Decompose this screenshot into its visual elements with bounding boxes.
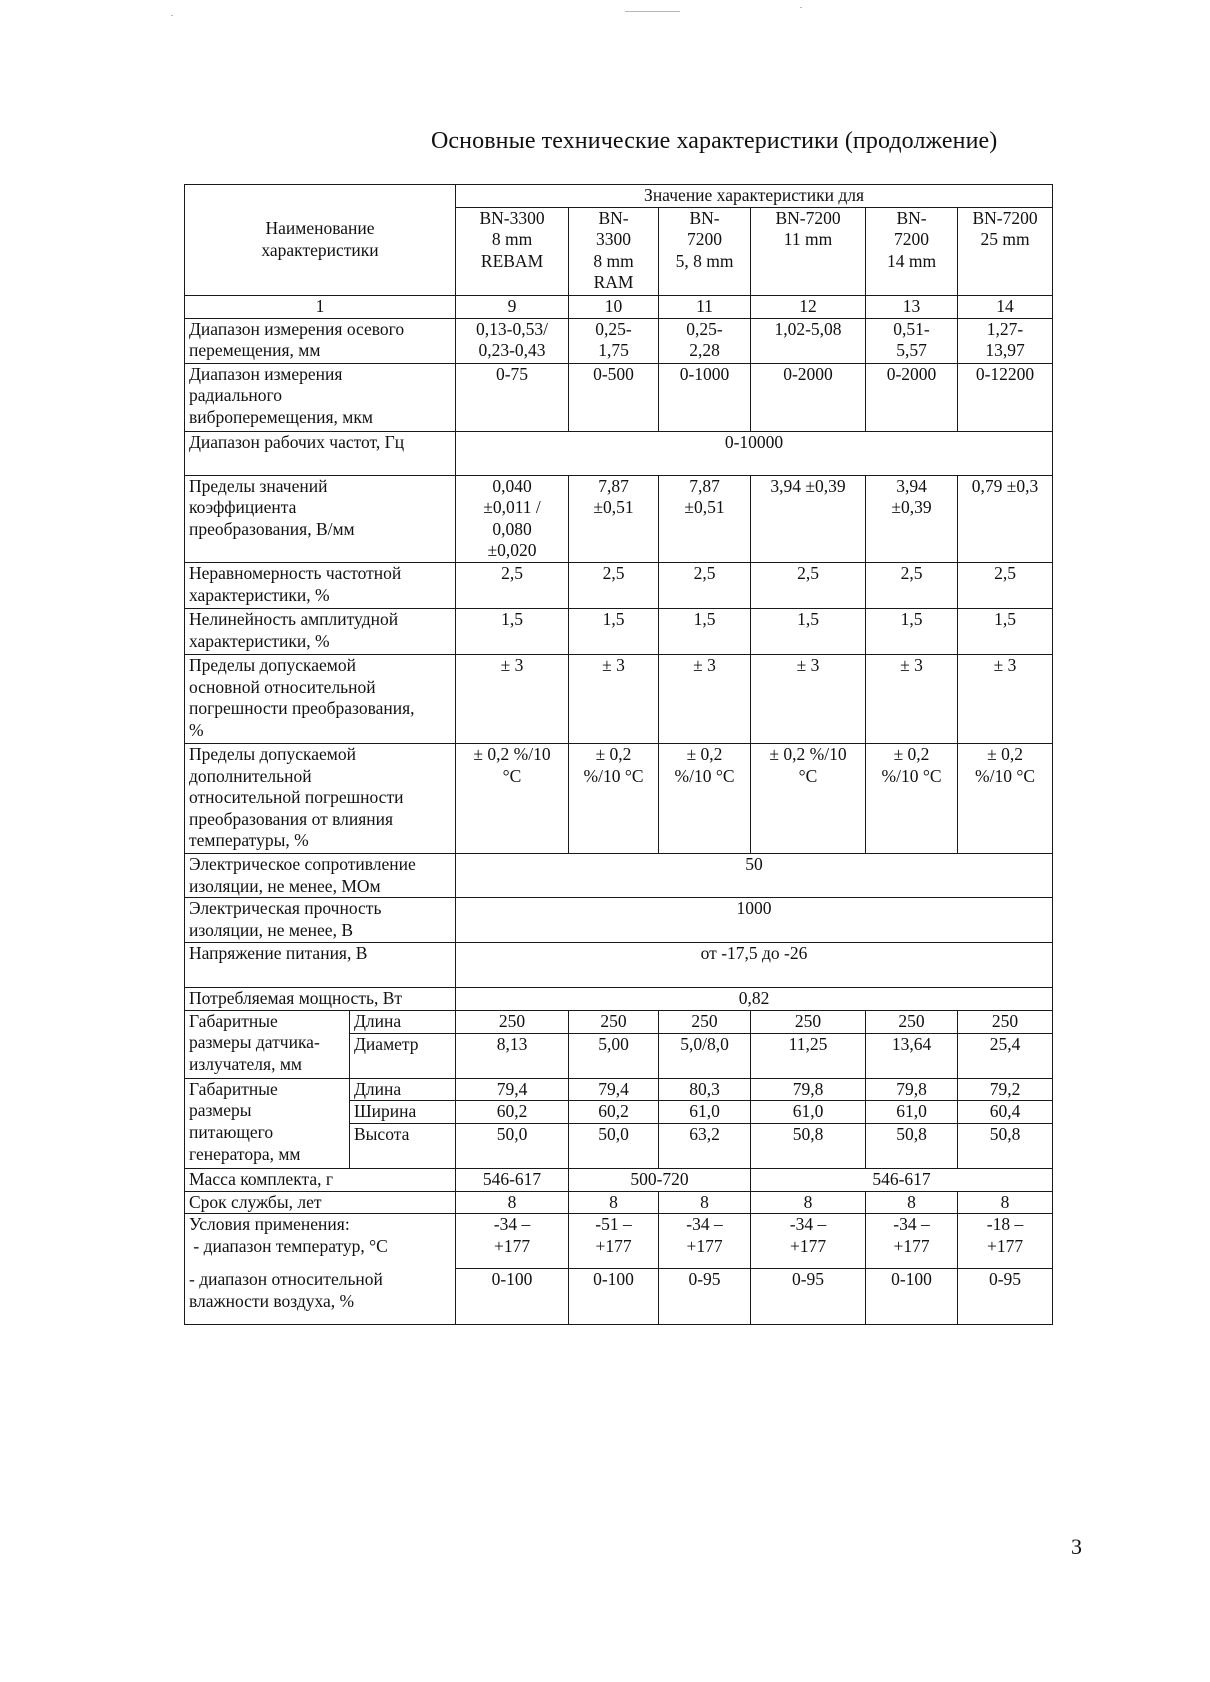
value-cell: -34 – +177 [866,1214,958,1269]
row-kit-mass [185,1168,1053,1191]
merged-value-cell: 50 [456,853,1053,897]
value-cell: 5,00 [569,1033,659,1078]
value-cell: 8 [456,1191,569,1214]
row-label: Пределы допускаемой дополнительной относительной погрешности преобразования от влияния температуры, % [185,743,456,853]
model-header: BN- 3300 8 mm RAM [569,207,659,295]
value-cell: 0,51- 5,57 [866,318,958,363]
row-basic-error [185,654,1053,743]
value-cell: 1,5 [659,608,751,654]
value-cell: 0-95 [958,1269,1053,1325]
row-label: Пределы значений коэффициента преобразования, В/мм [185,475,456,562]
header-group-label: Значение характеристики для [456,185,1053,208]
value-cell: 8 [751,1191,866,1214]
column-number: 11 [659,295,751,318]
value-cell: ± 3 [866,654,958,743]
row-label: Потребляемая мощность, Вт [185,988,456,1011]
value-cell: 1,5 [866,608,958,654]
scan-artifact [800,7,802,8]
value-cell: 250 [751,1010,866,1033]
value-cell: 61,0 [751,1101,866,1124]
row-label: Габаритные размеры питающего генератора, мм [185,1078,350,1168]
sub-label: Высота [350,1123,456,1168]
value-cell: 1,5 [751,608,866,654]
model-header: BN- 7200 14 mm [866,207,958,295]
value-cell: -34 – +177 [751,1214,866,1269]
value-cell: 250 [456,1010,569,1033]
merged-value-cell: 0,82 [456,988,1053,1011]
model-header: BN- 7200 5, 8 mm [659,207,751,295]
value-cell: 2,5 [866,562,958,608]
value-cell: 2,5 [569,562,659,608]
header-name-line: характеристики [261,239,379,260]
value-cell: ± 0,2 %/10 °С [958,743,1053,853]
value-cell: 1,02-5,08 [751,318,866,363]
value-cell: 250 [958,1010,1053,1033]
value-cell: 5,0/8,0 [659,1033,751,1078]
value-cell: 79,4 [569,1078,659,1101]
spec-table [184,184,1053,1325]
value-cell: 1,5 [569,608,659,654]
value-cell: 0,79 ±0,3 [958,475,1053,562]
value-cell: 0,040 ±0,011 / 0,080 ±0,020 [456,475,569,562]
row-label: Срок службы, лет [185,1191,456,1214]
row-label: Нелинейность амплитудной характеристики, % [185,608,456,654]
row-label: Условия применения: - диапазон температур, °С - диапазон относительной влажности воздуха, % [185,1214,456,1325]
value-cell: ± 0,2 %/10 °С [751,743,866,853]
value-cell: 11,25 [751,1033,866,1078]
value-cell: 2,5 [659,562,751,608]
value-cell: 0-500 [569,363,659,431]
row-label: Неравномерность частотной характеристики, % [185,562,456,608]
row-label: Диапазон измерения радиального виброперемещения, мкм [185,363,456,431]
header-name-cell [185,185,456,296]
value-cell: 60,4 [958,1101,1053,1124]
row-label: Диапазон рабочих частот, Гц [185,431,456,475]
value-cell: ± 3 [456,654,569,743]
value-cell: 1,27- 13,97 [958,318,1053,363]
value-cell: 0-95 [751,1269,866,1325]
value-cell: ± 0,2 %/10 °С [866,743,958,853]
value-cell: 79,8 [866,1078,958,1101]
column-number: 9 [456,295,569,318]
value-cell: 60,2 [569,1101,659,1124]
merged-value-cell: 546-617 [751,1168,1053,1191]
column-number: 10 [569,295,659,318]
model-header: BN-7200 25 mm [958,207,1053,295]
value-cell: 0-2000 [866,363,958,431]
column-number: 12 [751,295,866,318]
row-generator-length [185,1078,1053,1101]
value-cell: 25,4 [958,1033,1053,1078]
header-name-line: Наименование [265,218,375,239]
row-frequency-nonuniformity [185,562,1053,608]
value-cell: 50,0 [569,1123,659,1168]
row-insulation-strength [185,898,1053,943]
sub-label: Ширина [350,1101,456,1124]
row-label: Напряжение питания, В [185,943,456,988]
value-cell: 61,0 [659,1101,751,1124]
value-cell: 1,5 [958,608,1053,654]
row-label: Масса комплекта, г [185,1168,456,1191]
row-power-consumption [185,988,1053,1011]
value-cell: 0,25- 1,75 [569,318,659,363]
column-number: 13 [866,295,958,318]
row-amplitude-nonlinearity [185,608,1053,654]
model-header: BN-7200 11 mm [751,207,866,295]
column-number-row [185,295,1053,318]
value-cell: 0-75 [456,363,569,431]
value-cell: 80,3 [659,1078,751,1101]
value-cell: ± 3 [659,654,751,743]
value-cell: ± 3 [751,654,866,743]
value-cell: 546-617 [456,1168,569,1191]
value-cell: 0-100 [569,1269,659,1325]
value-cell: -51 – +177 [569,1214,659,1269]
value-cell: 50,8 [866,1123,958,1168]
value-cell: 0-95 [659,1269,751,1325]
value-cell: 7,87 ±0,51 [659,475,751,562]
sub-label: Длина [350,1010,456,1033]
value-cell: 0-1000 [659,363,751,431]
value-cell: 3,94 ±0,39 [751,475,866,562]
value-cell: 1,5 [456,608,569,654]
merged-value-cell: от -17,5 до -26 [456,943,1053,988]
merged-value-cell: 1000 [456,898,1053,943]
row-radial-range [185,363,1053,431]
value-cell: 0-12200 [958,363,1053,431]
column-number: 14 [958,295,1053,318]
scan-artifact [171,15,173,16]
value-cell: ± 3 [958,654,1053,743]
value-cell: 0-2000 [751,363,866,431]
sub-label: Длина [350,1078,456,1101]
value-cell: 0,25- 2,28 [659,318,751,363]
header-row [185,185,1053,208]
value-cell: 61,0 [866,1101,958,1124]
column-number: 1 [185,295,456,318]
value-cell: ± 3 [569,654,659,743]
value-cell: 79,4 [456,1078,569,1101]
value-cell: ± 0,2 %/10 °С [456,743,569,853]
value-cell: 8 [569,1191,659,1214]
row-temperature-error [185,743,1053,853]
row-insulation-resistance [185,853,1053,897]
row-label: Электрическая прочность изоляции, не менее, В [185,898,456,943]
page-title-text: Основные технические характеристики (продолжение) [431,128,998,154]
value-cell: -34 – +177 [659,1214,751,1269]
page-number: 3 [1071,1534,1082,1559]
value-cell: 250 [866,1010,958,1033]
value-cell: 8 [866,1191,958,1214]
row-label: Электрическое сопротивление изоляции, не менее, МОм [185,853,456,897]
value-cell: 79,8 [751,1078,866,1101]
merged-value-cell: 500-720 [569,1168,751,1191]
value-cell: 3,94 ±0,39 [866,475,958,562]
value-cell: 60,2 [456,1101,569,1124]
value-cell: 8 [659,1191,751,1214]
row-sensor-length [185,1010,1053,1033]
value-cell: -34 – +177 [456,1214,569,1269]
value-cell: 2,5 [456,562,569,608]
value-cell: ± 0,2 %/10 °С [569,743,659,853]
value-cell: 0-100 [866,1269,958,1325]
row-label: Диапазон измерения осевого перемещения, мм [185,318,456,363]
value-cell: 0-100 [456,1269,569,1325]
value-cell: 250 [659,1010,751,1033]
row-supply-voltage [185,943,1053,988]
row-label: Пределы допускаемой основной относительной погрешности преобразования, % [185,654,456,743]
value-cell: 0,13-0,53/ 0,23-0,43 [456,318,569,363]
row-frequency-range [185,431,1053,475]
value-cell: 50,8 [751,1123,866,1168]
value-cell: 2,5 [751,562,866,608]
value-cell: 50,0 [456,1123,569,1168]
merged-value-cell: 0-10000 [456,431,1053,475]
value-cell: 7,87 ±0,51 [569,475,659,562]
value-cell: 250 [569,1010,659,1033]
row-axial-range [185,318,1053,363]
sub-label: Диаметр [350,1033,456,1078]
value-cell: 2,5 [958,562,1053,608]
value-cell: 13,64 [866,1033,958,1078]
scan-artifact [625,11,680,12]
value-cell: 79,2 [958,1078,1053,1101]
value-cell: ± 0,2 %/10 °С [659,743,751,853]
model-header: BN-3300 8 mm REBAM [456,207,569,295]
value-cell: 8,13 [456,1033,569,1078]
row-service-life [185,1191,1053,1214]
value-cell: -18 – +177 [958,1214,1053,1269]
row-conversion-coefficient [185,475,1053,562]
row-label: Габаритные размеры датчика- излучателя, мм [185,1010,350,1078]
value-cell: 8 [958,1191,1053,1214]
value-cell: 50,8 [958,1123,1053,1168]
value-cell: 63,2 [659,1123,751,1168]
row-operating-temperature [185,1214,1053,1269]
